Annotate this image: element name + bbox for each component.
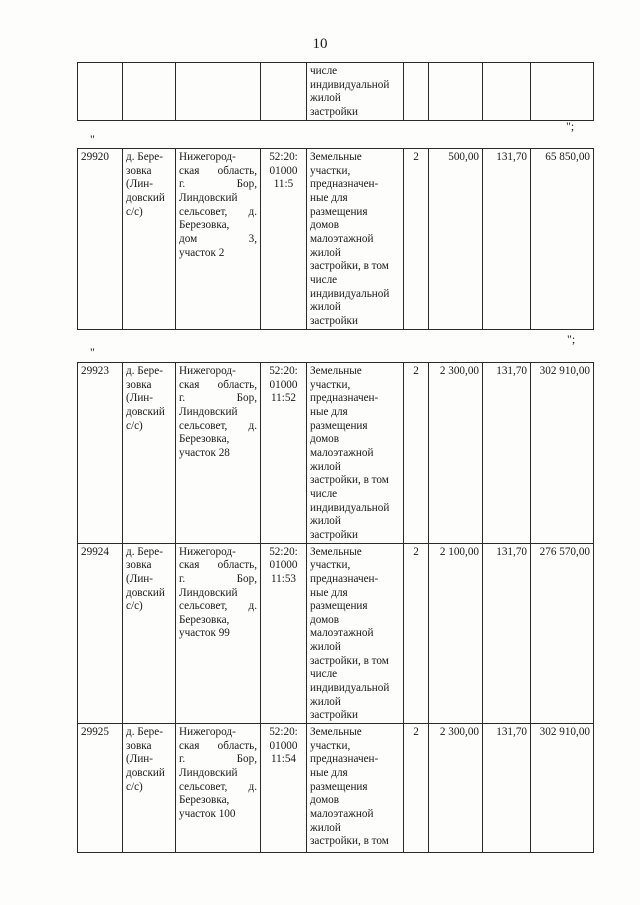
locality-line: зовка bbox=[126, 559, 152, 572]
cadastral-line: 01000 bbox=[269, 164, 298, 177]
cell-zone bbox=[404, 63, 429, 121]
address-line: ская область, bbox=[179, 378, 257, 391]
locality-line: зовка bbox=[126, 378, 152, 391]
purpose-line: застройки, в том bbox=[310, 260, 389, 273]
cell-area: 2 300,00 bbox=[429, 363, 483, 544]
locality-line: (Лин- bbox=[126, 392, 154, 405]
purpose-line: числе bbox=[310, 487, 338, 500]
locality-line: (Лин- bbox=[126, 753, 154, 766]
cell-address bbox=[176, 149, 261, 330]
locality-line: с/с) bbox=[126, 419, 143, 432]
cadastral-line: 52:20: bbox=[269, 151, 298, 163]
cell-locality bbox=[123, 149, 176, 330]
cadastral-line: 01000 bbox=[269, 739, 298, 752]
purpose-line: малоэтажной bbox=[310, 232, 374, 245]
address-line: ская область, bbox=[179, 559, 257, 572]
address-line: ская область, bbox=[179, 739, 257, 752]
cadastral-line: 52:20: bbox=[269, 545, 298, 558]
locality-line: с/с) bbox=[126, 600, 143, 613]
cell-address bbox=[176, 63, 261, 121]
purpose-line: жилой bbox=[310, 821, 341, 834]
purpose-line: застройки, в том bbox=[310, 474, 389, 487]
cell-total: 302 910,00 bbox=[531, 363, 594, 544]
address-line: сельсовет, д. bbox=[179, 419, 257, 432]
purpose-line: Земельные bbox=[310, 545, 362, 558]
cell-total: 65 850,00 bbox=[531, 149, 594, 330]
table-row bbox=[78, 363, 594, 544]
address-line: г. Бор, bbox=[179, 753, 257, 766]
address-line: Линдовский bbox=[179, 767, 238, 780]
locality-line: зовка bbox=[126, 164, 152, 177]
purpose-line: жилой bbox=[310, 641, 341, 654]
cell-address bbox=[176, 724, 261, 853]
purpose-line: жилой bbox=[310, 515, 341, 528]
quote-close: "; bbox=[566, 119, 575, 133]
purpose-line: застройки bbox=[310, 314, 358, 327]
cadastral-line: 11:5 bbox=[273, 178, 294, 191]
address-line: г. Бор, bbox=[179, 178, 257, 191]
locality-line: довский bbox=[126, 191, 165, 204]
cell-zone: 2 bbox=[404, 363, 429, 544]
address-line: Березовка, bbox=[179, 613, 230, 626]
address-line: участок 28 bbox=[179, 446, 230, 459]
purpose-line: числе bbox=[310, 668, 338, 681]
purpose-line: ные для bbox=[310, 405, 348, 418]
cell-cadastral bbox=[261, 543, 307, 724]
purpose-line: домов bbox=[310, 219, 340, 232]
purpose-line: индивидуальной bbox=[310, 501, 390, 514]
cadastral-line: 11:53 bbox=[270, 572, 297, 585]
address-line: сельсовет, д. bbox=[179, 205, 257, 218]
address-line: Линдовский bbox=[179, 191, 238, 204]
purpose-line: домов bbox=[310, 794, 340, 807]
purpose-line: ные для bbox=[310, 191, 348, 204]
address-line: Нижегород- bbox=[179, 545, 236, 558]
cell-total: 302 910,00 bbox=[531, 724, 594, 853]
purpose-line: малоэтажной bbox=[310, 808, 374, 820]
purpose-line: размещения bbox=[310, 205, 368, 218]
address-line: сельсовет, д. bbox=[179, 600, 257, 613]
cell-rate: 131,70 bbox=[483, 724, 531, 853]
cell-cadastral bbox=[261, 363, 307, 544]
cell-purpose bbox=[307, 543, 404, 724]
address-line: участок 100 bbox=[179, 808, 236, 820]
purpose-line: Земельные bbox=[310, 151, 362, 163]
purpose-line: предназначен- bbox=[310, 753, 379, 766]
purpose-line: застройки bbox=[310, 709, 358, 722]
cell-cadastral bbox=[261, 63, 307, 121]
cadastral-line: 11:54 bbox=[270, 753, 297, 766]
cell-zone: 2 bbox=[404, 149, 429, 330]
address-line: дом 3, bbox=[179, 232, 257, 245]
address-line: участок 99 bbox=[179, 627, 230, 640]
cell-rate: 131,70 bbox=[483, 363, 531, 544]
cadastral-line: 11:52 bbox=[270, 392, 297, 405]
address-line: г. Бор, bbox=[179, 392, 257, 405]
purpose-line: застройки, в том bbox=[310, 654, 389, 667]
cell-address bbox=[176, 543, 261, 724]
purpose-line: числе bbox=[310, 65, 338, 77]
locality-line: д. Бере- bbox=[126, 365, 163, 377]
purpose-line: предназначен- bbox=[310, 178, 379, 191]
address-line: сельсовет, д. bbox=[179, 780, 257, 793]
locality-line: (Лин- bbox=[126, 178, 154, 191]
cell-locality bbox=[123, 63, 176, 121]
cell-area: 2 100,00 bbox=[429, 543, 483, 724]
purpose-line: жилой bbox=[310, 695, 341, 708]
table-row bbox=[78, 149, 594, 330]
purpose-line: размещения bbox=[310, 419, 368, 432]
table-fragment-top bbox=[77, 62, 594, 121]
cell-cadastral bbox=[261, 724, 307, 853]
address-line: Линдовский bbox=[179, 586, 238, 599]
cell-id: 29925 bbox=[78, 724, 123, 853]
locality-line: д. Бере- bbox=[126, 545, 163, 558]
locality-line: (Лин- bbox=[126, 572, 154, 585]
address-line: Нижегород- bbox=[179, 365, 236, 377]
cell-purpose bbox=[307, 724, 404, 853]
address-line: Березовка, bbox=[179, 794, 230, 807]
quote-open: " bbox=[90, 132, 95, 146]
purpose-line: индивидуальной bbox=[310, 287, 390, 300]
table-row bbox=[78, 724, 594, 853]
address-line: г. Бор, bbox=[179, 572, 257, 585]
locality-line: с/с) bbox=[126, 780, 143, 793]
address-line: участок 2 bbox=[179, 246, 225, 259]
purpose-line: Земельные bbox=[310, 365, 362, 377]
purpose-line: участки, bbox=[310, 559, 351, 572]
cell-area: 2 300,00 bbox=[429, 724, 483, 853]
cell-total: 276 570,00 bbox=[531, 543, 594, 724]
cell-cadastral bbox=[261, 149, 307, 330]
address-line: Березовка, bbox=[179, 433, 230, 446]
cell-area bbox=[429, 63, 483, 121]
cell-purpose bbox=[307, 63, 404, 121]
purpose-line: домов bbox=[310, 433, 340, 446]
cell-rate bbox=[483, 63, 531, 121]
cell-area: 500,00 bbox=[429, 149, 483, 330]
quote-close: "; bbox=[567, 332, 576, 346]
address-line: Нижегород- bbox=[179, 726, 236, 739]
purpose-line: числе bbox=[310, 273, 338, 286]
address-line: Нижегород- bbox=[179, 151, 236, 163]
address-line: Березовка, bbox=[179, 219, 230, 232]
purpose-line: предназначен- bbox=[310, 392, 379, 405]
locality-line: довский bbox=[126, 405, 165, 418]
purpose-line: малоэтажной bbox=[310, 627, 374, 640]
cell-id bbox=[78, 63, 123, 121]
purpose-line: участки, bbox=[310, 164, 351, 177]
cell-locality bbox=[123, 363, 176, 544]
cadastral-line: 01000 bbox=[269, 378, 298, 391]
cell-locality bbox=[123, 724, 176, 853]
cadastral-line: 01000 bbox=[269, 559, 298, 572]
purpose-line: застройки bbox=[310, 105, 358, 118]
page-number: 10 bbox=[312, 36, 328, 52]
purpose-line: жилой bbox=[310, 246, 341, 259]
cell-purpose bbox=[307, 363, 404, 544]
cell-zone: 2 bbox=[404, 724, 429, 853]
cadastral-line: 52:20: bbox=[269, 365, 298, 377]
locality-line: с/с) bbox=[126, 205, 143, 218]
table-block-1 bbox=[77, 148, 594, 330]
locality-line: д. Бере- bbox=[126, 151, 163, 163]
cell-rate: 131,70 bbox=[483, 149, 531, 330]
purpose-line: жилой bbox=[310, 301, 341, 314]
locality-line: довский bbox=[126, 586, 165, 599]
table-row bbox=[78, 63, 594, 121]
purpose-line: участки, bbox=[310, 378, 351, 391]
address-line: Линдовский bbox=[179, 405, 238, 418]
cell-id: 29920 bbox=[78, 149, 123, 330]
cell-purpose bbox=[307, 149, 404, 330]
cadastral-line: 52:20: bbox=[269, 726, 298, 739]
purpose-line: участки, bbox=[310, 739, 351, 752]
cell-zone: 2 bbox=[404, 543, 429, 724]
locality-line: д. Бере- bbox=[126, 726, 163, 739]
purpose-line: застройки bbox=[310, 528, 358, 541]
purpose-line: домов bbox=[310, 613, 340, 626]
table-row bbox=[78, 543, 594, 724]
purpose-line: ные для bbox=[310, 586, 348, 599]
purpose-line: жилой bbox=[310, 92, 341, 105]
locality-line: довский bbox=[126, 767, 165, 780]
cell-rate: 131,70 bbox=[483, 543, 531, 724]
cell-total bbox=[531, 63, 594, 121]
purpose-line: индивидуальной bbox=[310, 78, 390, 91]
purpose-line: застройки, в том bbox=[310, 835, 389, 848]
purpose-line: размещения bbox=[310, 600, 368, 613]
cell-address bbox=[176, 363, 261, 544]
purpose-line: Земельные bbox=[310, 726, 362, 739]
cell-locality bbox=[123, 543, 176, 724]
purpose-line: предназначен- bbox=[310, 572, 379, 585]
purpose-line: размещения bbox=[310, 780, 368, 793]
address-line: ская область, bbox=[179, 164, 257, 177]
cell-id: 29923 bbox=[78, 363, 123, 544]
locality-line: зовка bbox=[126, 739, 152, 752]
quote-open: " bbox=[90, 345, 95, 359]
cell-id: 29924 bbox=[78, 543, 123, 724]
purpose-line: индивидуальной bbox=[310, 682, 390, 695]
purpose-line: малоэтажной bbox=[310, 446, 374, 459]
purpose-line: жилой bbox=[310, 460, 341, 473]
table-block-2 bbox=[77, 362, 594, 853]
purpose-line: ные для bbox=[310, 767, 348, 780]
